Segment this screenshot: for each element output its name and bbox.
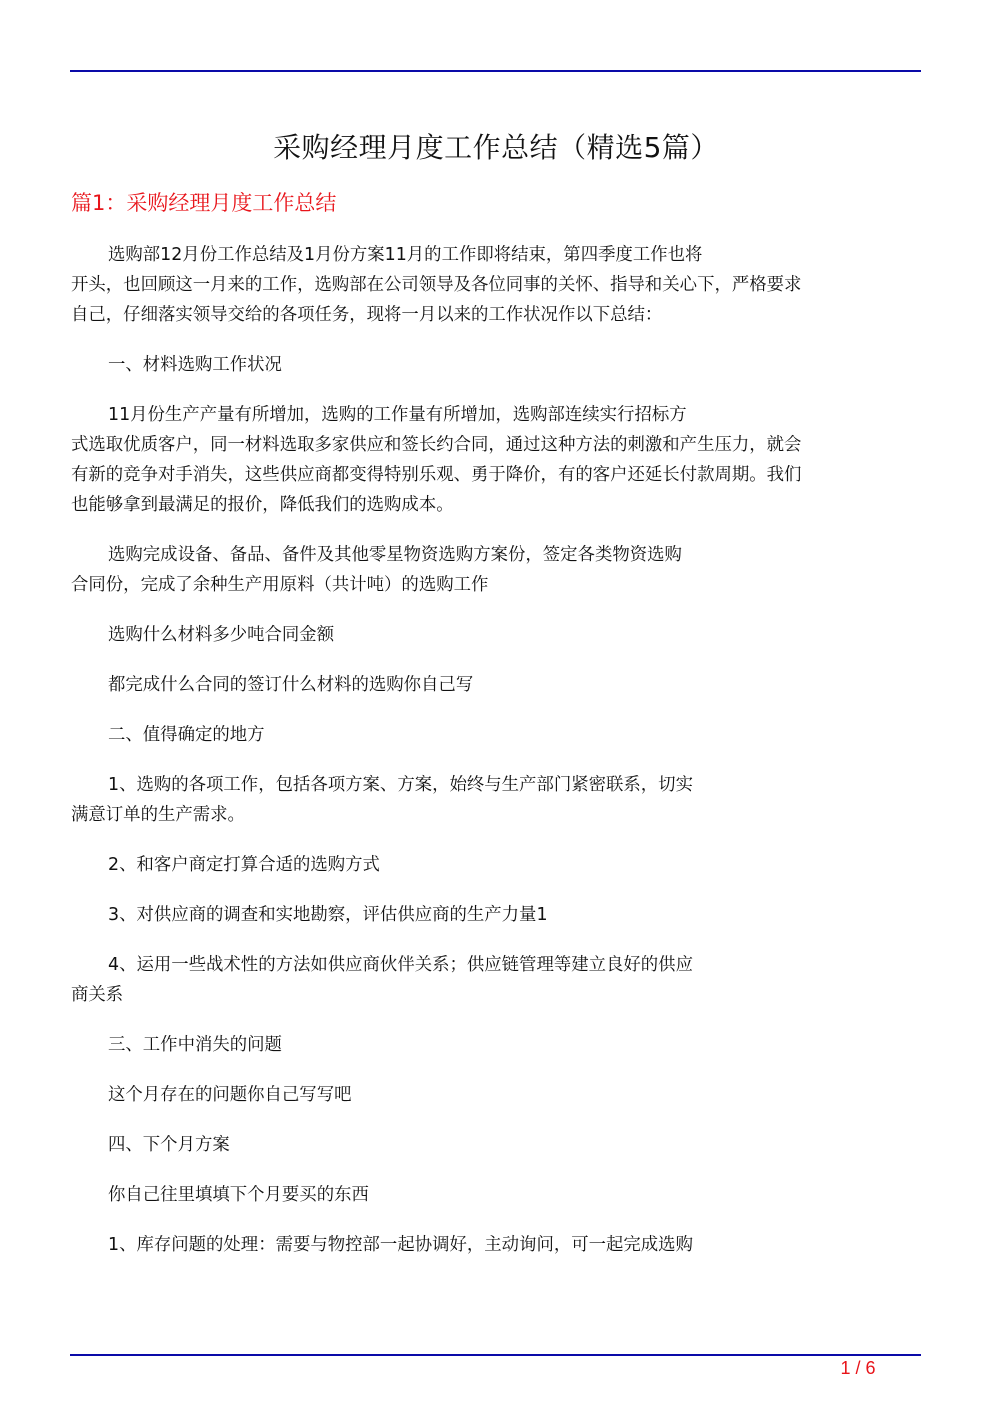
paragraph-material-amount <box>71 620 919 650</box>
text-line: 2、和客户商定打算合适的选购方式 <box>108 855 380 875</box>
subheading-next-month <box>71 1130 919 1160</box>
header-rule <box>70 70 921 72</box>
text-line: 这个月存在的问题你自己写写吧 <box>108 1085 352 1105</box>
paragraph-contracts <box>71 670 919 700</box>
text-line: 1、库存问题的处理：需要与物控部一起协调好，主动询问，可一起完成选购 <box>108 1235 693 1255</box>
text-line: 式选取优质客户，同一材料选取多家供应和签长约合同，通过这种方法的刺激和产生压力，就会 <box>71 435 802 455</box>
text-line: 二、值得确定的地方 <box>108 725 265 745</box>
text-line: 选购完成设备、备品、备件及其他零星物资选购方案份，签定各类物资选购 <box>108 545 682 565</box>
list-item-2 <box>71 850 919 880</box>
text-line: 11月份生产产量有所增加，选购的工作量有所增加，选购部连续实行招标方 <box>108 405 687 425</box>
section-heading: 篇1：采购经理月度工作总结 <box>71 191 337 215</box>
text-line: 开头，也回顾这一月来的工作，选购部在公司领导及各位同事的关怀、指导和关心下，严格要求 <box>71 275 802 295</box>
list-item-1 <box>71 770 919 830</box>
text-line: 合同份，完成了余种生产用原料（共计吨）的选购工作 <box>71 575 489 595</box>
text-line: 选购部12月份工作总结及1月份方案11月的工作即将结束，第四季度工作也将 <box>108 245 703 265</box>
subheading-affirmed <box>71 720 919 750</box>
text-line: 你自己往里填填下个月要买的东西 <box>108 1185 369 1205</box>
text-line: 3、对供应商的调查和实地勘察，评估供应商的生产力量1 <box>108 905 548 925</box>
paragraph-production <box>71 400 919 520</box>
document-body <box>71 240 919 1280</box>
text-line: 都完成什么合同的签订什么材料的选购你自己写 <box>108 675 474 695</box>
text-line: 也能够拿到最满足的报价，降低我们的选购成本。 <box>71 495 454 515</box>
text-line: 自己，仔细落实领导交给的各项任务，现将一月以来的工作状况作以下总结： <box>71 305 663 325</box>
document-title: 采购经理月度工作总结（精选5篇） <box>273 131 719 164</box>
text-line: 有新的竞争对手消失，这些供应商都变得特别乐观、勇于降价，有的客户还延长付款周期。我们 <box>71 465 802 485</box>
text-line: 商关系 <box>71 985 124 1005</box>
text-line: 一、材料选购工作状况 <box>108 355 282 375</box>
text-line: 满意订单的生产需求。 <box>71 805 245 825</box>
paragraph-next-month <box>71 1180 919 1210</box>
list-item-inventory <box>71 1230 919 1260</box>
paragraph-completed <box>71 540 919 600</box>
text-line: 4、运用一些战术性的方法如供应商伙伴关系；供应链管理等建立良好的供应 <box>108 955 693 975</box>
text-line: 1、选购的各项工作，包括各项方案、方案，始终与生产部门紧密联系，切实 <box>108 775 693 795</box>
subheading-materials <box>71 350 919 380</box>
text-line: 三、工作中消失的问题 <box>108 1035 282 1055</box>
paragraph-intro <box>71 240 919 330</box>
text-line: 选购什么材料多少吨合同金额 <box>108 625 335 645</box>
list-item-4 <box>71 950 919 1010</box>
footer-rule <box>70 1354 921 1356</box>
text-line: 四、下个月方案 <box>108 1135 230 1155</box>
subheading-problems <box>71 1030 919 1060</box>
list-item-3 <box>71 900 919 930</box>
page-number: 1 / 6 <box>840 1358 876 1378</box>
paragraph-problems <box>71 1080 919 1110</box>
